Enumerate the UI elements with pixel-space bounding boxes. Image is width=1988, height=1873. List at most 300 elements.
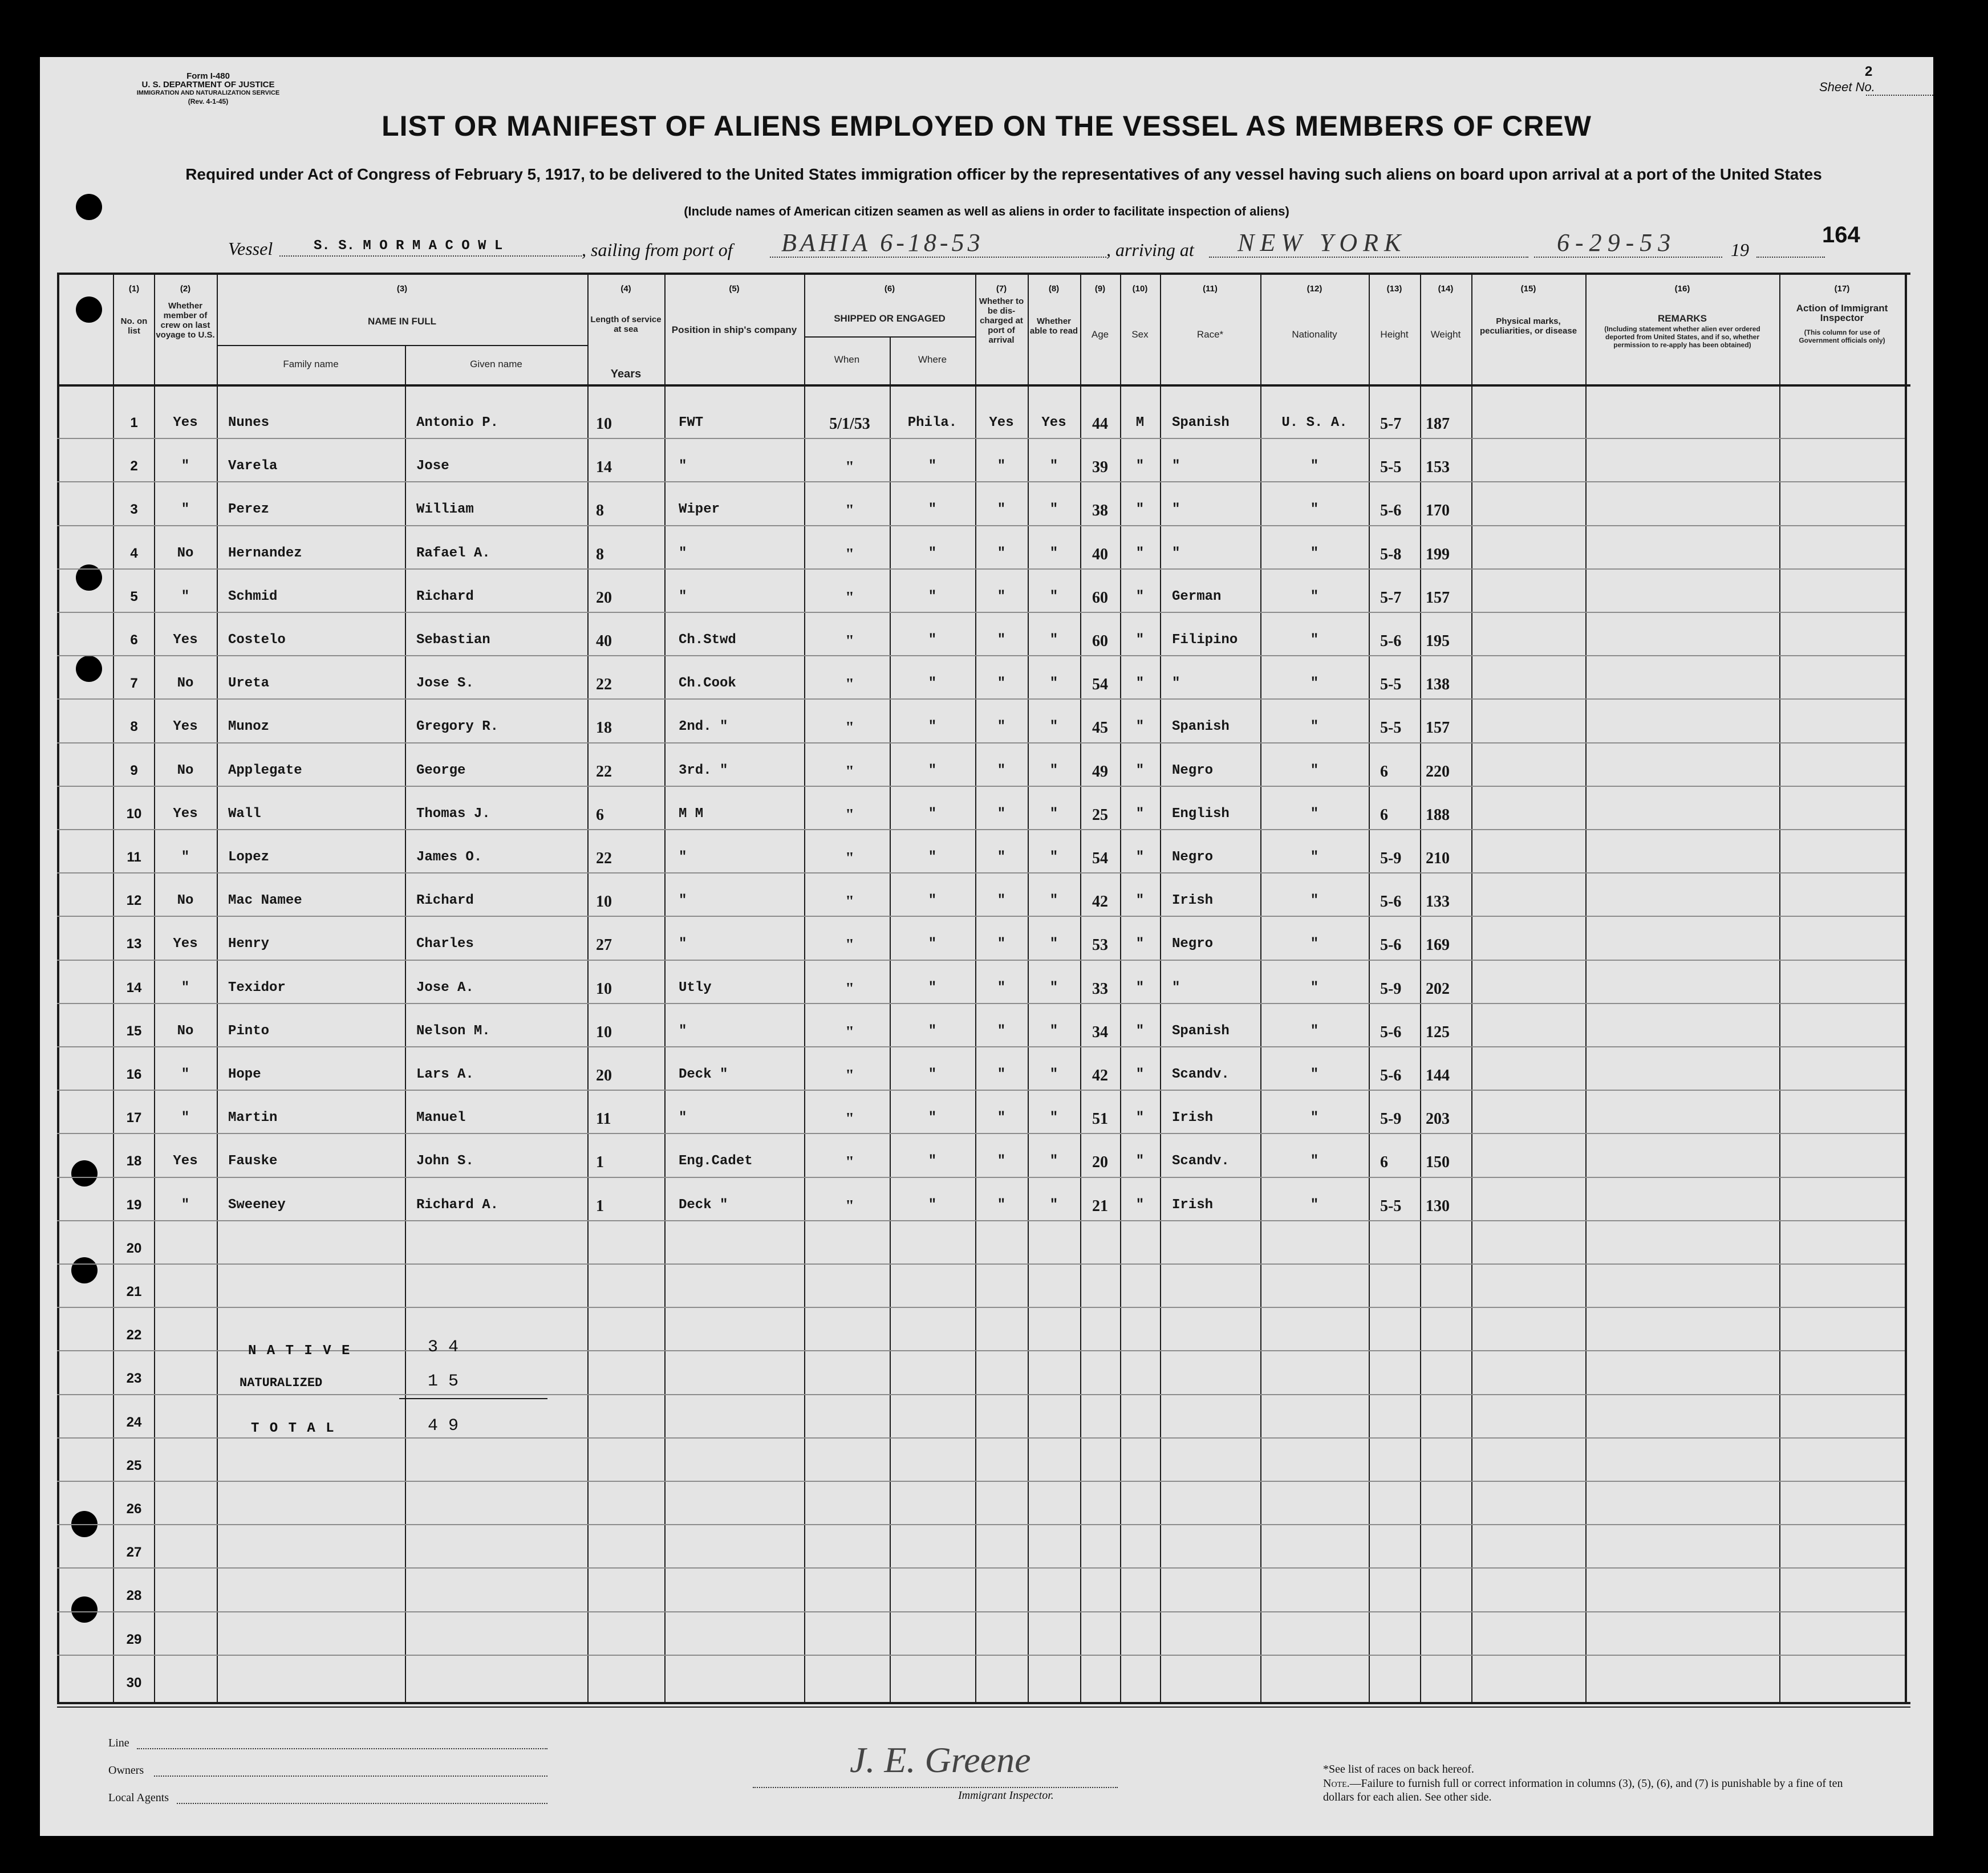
- cell-given: John S.: [416, 1153, 474, 1169]
- column-divider: [1471, 274, 1472, 1703]
- column-divider: [405, 346, 406, 1703]
- column-divider: [1369, 274, 1370, 1703]
- row-divider: [57, 568, 1905, 570]
- col-1-number: (1): [128, 284, 140, 294]
- cell-age: 21: [1092, 1197, 1108, 1215]
- table-top-border: [57, 273, 1910, 275]
- cell-nationality: ": [1310, 546, 1319, 561]
- row-divider: [57, 916, 1905, 917]
- row-number: 25: [126, 1458, 142, 1473]
- cell-sex: ": [1135, 1023, 1145, 1039]
- cell-given: Lars A.: [416, 1067, 474, 1082]
- row-number: 21: [126, 1284, 142, 1299]
- cell-family: Hernandez: [228, 546, 302, 561]
- col-13-label: Height: [1380, 329, 1409, 340]
- cell-nationality: ": [1310, 502, 1319, 517]
- cell-age: 54: [1092, 850, 1108, 867]
- row-divider: [57, 1263, 1905, 1265]
- cell-age: 44: [1092, 415, 1108, 433]
- native-count: 3 4: [428, 1338, 459, 1357]
- row-divider: [57, 1567, 1905, 1569]
- punch-hole: [71, 1257, 98, 1283]
- cell-given: Sebastian: [416, 632, 490, 648]
- cell-weight: 157: [1426, 719, 1450, 737]
- row-divider: [57, 1655, 1905, 1656]
- cell-family: Ureta: [228, 676, 270, 691]
- col-17-label: Action of Immigrant Inspector: [1796, 303, 1888, 323]
- cell-years: 8: [596, 502, 604, 519]
- cell-race: Scandv.: [1172, 1067, 1230, 1082]
- cell-position: FWT: [679, 415, 704, 430]
- note-text: —Failure to furnish full or correct information in columns (3), (5), (6), and (7) is punishable by a fine of ten dollars for each alien. See other side.: [1323, 1777, 1843, 1803]
- cell-when: ": [845, 719, 854, 737]
- cell-race: Negro: [1172, 763, 1214, 778]
- cell-sex: ": [1135, 763, 1145, 778]
- cell-sex: ": [1135, 632, 1145, 648]
- races-note: *See list of races on back hereof.: [1323, 1763, 1474, 1776]
- cell-nationality: ": [1310, 763, 1319, 778]
- cell-height: 6: [1380, 806, 1388, 824]
- cell-nationality: U. S. A.: [1281, 415, 1348, 430]
- cell-given: Richard: [416, 893, 474, 908]
- cell-where: ": [928, 676, 937, 691]
- cell-discharged: ": [997, 763, 1006, 778]
- col-8-label: Whether able to read: [1029, 316, 1078, 336]
- cell-given: Rafael A.: [416, 546, 490, 561]
- arrival-date: 6-29-53: [1557, 229, 1677, 257]
- cell-nationality: ": [1310, 589, 1319, 604]
- cell-age: 49: [1092, 763, 1108, 781]
- cell-read: ": [1049, 1153, 1058, 1169]
- cell-nationality: ": [1310, 936, 1319, 952]
- row-number: 30: [126, 1675, 142, 1691]
- cell-years: 22: [596, 850, 612, 867]
- row-number: 15: [126, 1023, 142, 1039]
- cell-weight: 153: [1426, 458, 1450, 476]
- native-label: N A T I V E: [248, 1343, 351, 1359]
- cell-where: ": [928, 1153, 937, 1169]
- cell-family: Martin: [228, 1110, 278, 1126]
- cell-sex: ": [1135, 502, 1145, 517]
- cell-height: 5-5: [1380, 1197, 1402, 1215]
- cell-age: 53: [1092, 936, 1108, 954]
- cell-position: ": [679, 1023, 687, 1039]
- column-divider: [1905, 274, 1907, 1703]
- cell-family: Nunes: [228, 415, 270, 430]
- cell-nationality: ": [1310, 1153, 1319, 1169]
- col-10-label: Sex: [1131, 329, 1149, 340]
- row-number: 16: [126, 1067, 142, 1082]
- cell-read: ": [1049, 546, 1058, 561]
- cell-when: ": [845, 893, 854, 911]
- cell-weight: 220: [1426, 763, 1450, 781]
- note-label: Note.: [1323, 1777, 1350, 1790]
- col-10-number: (10): [1132, 284, 1148, 294]
- line-label: Line: [108, 1737, 129, 1749]
- cell-age: 40: [1092, 546, 1108, 563]
- cell-position: Ch.Cook: [679, 676, 736, 691]
- cell-years: 40: [596, 632, 612, 650]
- cell-sex: ": [1135, 1110, 1145, 1126]
- cell-family: Munoz: [228, 719, 270, 734]
- cell-family: Mac Namee: [228, 893, 302, 908]
- cell-when: ": [845, 502, 854, 519]
- cell-where: ": [928, 893, 937, 908]
- row-number: 10: [126, 806, 142, 822]
- cell-years: 1: [596, 1197, 604, 1215]
- col-3-number: (3): [396, 284, 408, 294]
- cell-race: Irish: [1172, 1197, 1214, 1213]
- row-number: 22: [126, 1327, 142, 1343]
- cell-height: 5-9: [1380, 980, 1402, 998]
- cell-height: 5-5: [1380, 458, 1402, 476]
- row-number: 14: [126, 980, 142, 996]
- col-12-label: Nationality: [1292, 329, 1337, 340]
- cell-crew: No: [177, 1023, 194, 1039]
- cell-years: 10: [596, 893, 612, 911]
- row-divider: [57, 698, 1905, 700]
- cell-where: ": [928, 763, 937, 778]
- cell-height: 5-9: [1380, 850, 1402, 867]
- col-15-number: (15): [1520, 284, 1536, 294]
- col-9-label: Age: [1091, 329, 1109, 340]
- cell-nationality: ": [1310, 632, 1319, 648]
- cell-given: James O.: [416, 850, 482, 865]
- cell-nationality: ": [1310, 458, 1319, 474]
- cell-nationality: ": [1310, 1197, 1319, 1213]
- row-number: 18: [126, 1153, 142, 1169]
- cell-weight: 199: [1426, 546, 1450, 563]
- cell-discharged: ": [997, 1067, 1006, 1082]
- cell-family: Varela: [228, 458, 278, 474]
- cell-where: ": [928, 719, 937, 734]
- col-4-label: Length of service at sea: [590, 315, 662, 334]
- total-count: 4 9: [428, 1416, 459, 1436]
- row-divider: [57, 1046, 1905, 1047]
- cell-family: Sweeney: [228, 1197, 286, 1213]
- department: U. S. DEPARTMENT OF JUSTICE: [141, 80, 275, 90]
- row-divider: [57, 829, 1905, 830]
- cell-position: M M: [679, 806, 704, 822]
- cell-crew: ": [181, 1197, 190, 1213]
- cell-given: Thomas J.: [416, 806, 490, 822]
- cell-read: ": [1049, 458, 1058, 474]
- vessel-label: Vessel: [228, 238, 273, 259]
- cell-read: ": [1049, 763, 1058, 778]
- cell-position: ": [679, 893, 687, 908]
- col-7-label: Whether to be dis-charged at port of arrival: [979, 296, 1024, 345]
- row-number: 11: [127, 850, 141, 865]
- row-divider: [57, 612, 1905, 613]
- cell-age: 34: [1092, 1023, 1108, 1041]
- row-number: 4: [130, 546, 138, 561]
- cell-crew: No: [177, 763, 194, 778]
- column-divider: [664, 274, 666, 1703]
- cell-weight: 138: [1426, 676, 1450, 693]
- cell-sex: ": [1135, 1197, 1145, 1213]
- cell-height: 5-6: [1380, 502, 1402, 519]
- punch-hole: [76, 656, 102, 682]
- cell-crew: ": [181, 980, 190, 996]
- arriving-label: , arriving at: [1106, 239, 1194, 260]
- cell-race: ": [1172, 458, 1180, 474]
- cell-sex: ": [1135, 1067, 1145, 1082]
- cell-sex: ": [1135, 1153, 1145, 1169]
- row-divider: [57, 1003, 1905, 1004]
- cell-crew: ": [181, 1067, 190, 1082]
- column-divider: [804, 274, 805, 1703]
- cell-years: 27: [596, 936, 612, 954]
- cell-crew: ": [181, 1110, 190, 1126]
- cell-age: 39: [1092, 458, 1108, 476]
- row-number: 26: [126, 1501, 142, 1517]
- cell-nationality: ": [1310, 893, 1319, 908]
- cell-where: ": [928, 980, 937, 996]
- row-number: 27: [126, 1545, 142, 1560]
- cell-race: ": [1172, 676, 1180, 691]
- arrival-port: NEW YORK: [1238, 229, 1407, 257]
- cell-height: 5-8: [1380, 546, 1402, 563]
- cell-position: ": [679, 458, 687, 474]
- sailing-label: , sailing from port of: [582, 239, 733, 260]
- cell-crew: Yes: [173, 719, 198, 734]
- cell-discharged: Yes: [989, 415, 1014, 430]
- cell-position: ": [679, 546, 687, 561]
- cell-read: ": [1049, 676, 1058, 691]
- cell-years: 6: [596, 806, 604, 824]
- cell-read: ": [1049, 632, 1058, 648]
- cell-position: Wiper: [679, 502, 720, 517]
- cell-discharged: ": [997, 1197, 1006, 1213]
- cell-height: 5-6: [1380, 632, 1402, 650]
- row-divider: [57, 481, 1905, 482]
- col-2-number: (2): [180, 284, 191, 294]
- cell-height: 5-9: [1380, 1110, 1402, 1128]
- cell-weight: 195: [1426, 632, 1450, 650]
- cell-family: Costelo: [228, 632, 286, 648]
- cell-where: Phila.: [907, 415, 958, 430]
- sheet-number: 2: [1865, 64, 1873, 79]
- col-9-number: (9): [1094, 284, 1106, 294]
- cell-discharged: ": [997, 893, 1006, 908]
- row-number: 7: [130, 676, 138, 691]
- row-divider: [57, 525, 1905, 526]
- cell-sex: ": [1135, 458, 1145, 474]
- row-divider: [57, 1524, 1905, 1525]
- col-12-number: (12): [1307, 284, 1322, 294]
- row-number: 13: [126, 936, 142, 952]
- cell-when: ": [845, 632, 854, 650]
- column-divider: [1585, 274, 1587, 1703]
- cell-weight: 210: [1426, 850, 1450, 867]
- cell-when: ": [845, 850, 854, 867]
- cell-read: ": [1049, 850, 1058, 865]
- cell-age: 54: [1092, 676, 1108, 693]
- cell-race: ": [1172, 502, 1180, 517]
- cell-position: Eng.Cadet: [679, 1153, 753, 1169]
- cell-sex: ": [1135, 546, 1145, 561]
- revision: (Rev. 4-1-45): [188, 97, 229, 105]
- cell-read: ": [1049, 806, 1058, 822]
- col-1-label: No. on list: [120, 316, 148, 336]
- cell-weight: 170: [1426, 502, 1450, 519]
- subtitle-note: (Include names of American citizen seamen as well as aliens in order to facilitate inspection of aliens): [684, 204, 1289, 218]
- cell-weight: 169: [1426, 936, 1450, 954]
- total-label: T O T A L: [251, 1421, 335, 1436]
- col-11-number: (11): [1203, 284, 1218, 294]
- cell-age: 38: [1092, 502, 1108, 519]
- cell-when: ": [845, 1110, 854, 1128]
- row-divider: [57, 1394, 1905, 1395]
- cell-height: 5-7: [1380, 589, 1402, 607]
- cell-discharged: ": [997, 980, 1006, 996]
- row-divider: [57, 1437, 1905, 1439]
- col-14-number: (14): [1438, 284, 1454, 294]
- row-number: 3: [130, 502, 138, 517]
- header-bottom-border: [57, 384, 1910, 387]
- cell-where: ": [928, 1110, 937, 1126]
- subtitle: Required under Act of Congress of February 5, 1917, to be delivered to the United States immigration officer by the representatives of any vessel having such aliens on board upon arrival at a port of the United States: [185, 165, 1822, 183]
- cell-where: ": [928, 502, 937, 517]
- cell-read: ": [1049, 589, 1058, 604]
- col-5-label: Position in ship's company: [671, 324, 797, 335]
- cell-position: Ch.Stwd: [679, 632, 736, 648]
- cell-given: Antonio P.: [416, 415, 499, 430]
- column-divider: [587, 274, 589, 1703]
- cell-crew: Yes: [173, 415, 198, 430]
- row-divider: [57, 742, 1905, 743]
- cell-given: Jose A.: [416, 980, 474, 996]
- col-6-when: When: [834, 354, 860, 365]
- col-3-label: NAME IN FULL: [368, 316, 436, 327]
- col-11-label: Race*: [1196, 329, 1224, 340]
- cell-given: William: [416, 502, 474, 517]
- punch-hole: [71, 1160, 98, 1187]
- cell-sex: ": [1135, 806, 1145, 822]
- cell-given: Jose S.: [416, 676, 474, 691]
- cell-height: 5-6: [1380, 936, 1402, 954]
- cell-weight: 130: [1426, 1197, 1450, 1215]
- cell-given: Jose: [416, 458, 449, 474]
- row-number: 23: [126, 1371, 142, 1386]
- cell-age: 33: [1092, 980, 1108, 998]
- cell-position: 3rd. ": [679, 763, 728, 778]
- cell-read: ": [1049, 719, 1058, 734]
- cell-family: Pinto: [228, 1023, 270, 1039]
- cell-race: ": [1172, 546, 1180, 561]
- cell-height: 5-6: [1380, 893, 1402, 911]
- cell-race: German: [1172, 589, 1222, 604]
- cell-discharged: ": [997, 936, 1006, 952]
- col-7-number: (7): [996, 284, 1007, 294]
- cell-discharged: ": [997, 1153, 1006, 1169]
- column-divider: [890, 338, 891, 1703]
- table-bottom-border: [57, 1702, 1910, 1704]
- cell-years: 18: [596, 719, 612, 737]
- cell-years: 20: [596, 589, 612, 607]
- cell-read: Yes: [1041, 415, 1066, 430]
- cell-position: Deck ": [679, 1197, 728, 1213]
- row-number: 24: [126, 1415, 142, 1430]
- cell-age: 60: [1092, 632, 1108, 650]
- cell-when: ": [845, 1023, 854, 1041]
- cell-where: ": [928, 936, 937, 952]
- punch-hole: [76, 296, 102, 323]
- sailing-port: BAHIA 6-18-53: [781, 229, 984, 257]
- col-4-number: (4): [620, 284, 631, 294]
- cell-where: ": [928, 1023, 937, 1039]
- cell-race: Spanish: [1172, 1023, 1230, 1039]
- row-number: 29: [126, 1632, 142, 1647]
- row-number: 9: [130, 763, 138, 778]
- cell-years: 22: [596, 676, 612, 693]
- cell-weight: 157: [1426, 589, 1450, 607]
- column-divider: [1160, 274, 1161, 1703]
- cell-nationality: ": [1310, 1110, 1319, 1126]
- col-3-family: Family name: [283, 359, 339, 369]
- cell-family: Wall: [228, 806, 261, 822]
- cell-family: Fauske: [228, 1153, 278, 1169]
- cell-crew: ": [181, 589, 190, 604]
- cell-sex: ": [1135, 936, 1145, 952]
- col-14-label: Weight: [1430, 329, 1461, 340]
- cell-read: ": [1049, 1110, 1058, 1126]
- punch-hole: [71, 1596, 98, 1623]
- cell-crew: No: [177, 676, 194, 691]
- cell-age: 25: [1092, 806, 1108, 824]
- column-divider: [57, 274, 59, 1703]
- col-16-label: REMARKS: [1658, 313, 1707, 324]
- cell-discharged: ": [997, 502, 1006, 517]
- col-2-label: Whether member of crew on last voyage to U.S.: [156, 301, 215, 340]
- col-6-number: (6): [884, 284, 895, 294]
- naturalized-label: NATURALIZED: [240, 1376, 323, 1390]
- form-info: [114, 72, 302, 106]
- cell-when: ": [845, 763, 854, 781]
- row-number: 20: [126, 1241, 142, 1256]
- cell-height: 5-6: [1380, 1067, 1402, 1084]
- cell-discharged: ": [997, 546, 1006, 561]
- cell-sex: ": [1135, 589, 1145, 604]
- inspector-signature: J. E. Greene: [850, 1740, 1031, 1780]
- local-agents-label: Local Agents: [108, 1791, 169, 1804]
- cell-given: Richard: [416, 589, 474, 604]
- cell-position: 2nd. ": [679, 719, 728, 734]
- cell-race: Spanish: [1172, 415, 1230, 430]
- cell-height: 5-7: [1380, 415, 1402, 433]
- cell-when: ": [845, 1153, 854, 1171]
- cell-read: ": [1049, 1067, 1058, 1082]
- cell-race: Irish: [1172, 1110, 1214, 1126]
- col-8-number: (8): [1048, 284, 1060, 294]
- cell-nationality: ": [1310, 719, 1319, 734]
- cell-years: 22: [596, 763, 612, 781]
- cell-where: ": [928, 806, 937, 822]
- cell-race: English: [1172, 806, 1230, 822]
- cell-crew: Yes: [173, 1153, 198, 1169]
- cell-weight: 202: [1426, 980, 1450, 998]
- cell-where: ": [928, 850, 937, 865]
- cell-given: Richard A.: [416, 1197, 499, 1213]
- row-number: 12: [126, 893, 142, 908]
- col-4-unit: Years: [610, 368, 642, 380]
- row-divider: [57, 960, 1905, 961]
- cell-family: Hope: [228, 1067, 261, 1082]
- fine-note: [1323, 1777, 1865, 1804]
- cell-position: Deck ": [679, 1067, 728, 1082]
- cell-race: Negro: [1172, 850, 1214, 865]
- manifest-sheet: [40, 57, 1933, 1836]
